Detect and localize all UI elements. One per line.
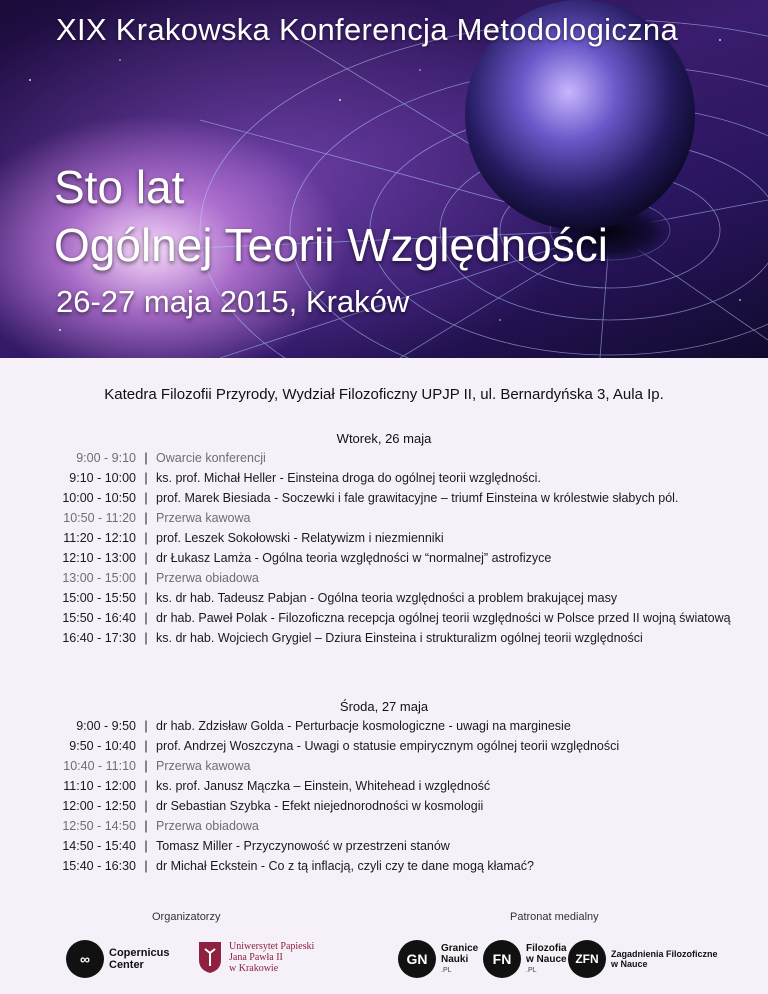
schedule-talk: ks. prof. Michał Heller - Einsteina droga do ogólnej teorii względności. — [156, 471, 541, 485]
schedule-row — [40, 739, 740, 754]
schedule-talk: ks. prof. Janusz Mączka – Einstein, Whitehead i względność — [156, 779, 491, 793]
schedule-separator: | — [144, 511, 148, 525]
schedule-row — [40, 839, 740, 854]
schedule-talk: dr Sebastian Szybka - Efekt niejednorodności w kosmologii — [156, 799, 484, 813]
schedule-separator: | — [144, 491, 148, 505]
schedule-talk: ks. dr hab. Wojciech Grygiel – Dziura Einsteina i strukturalizm ogólnej teorii względności — [156, 631, 643, 645]
schedule-time: 9:50 - 10:40 — [69, 739, 136, 753]
schedule-time: 10:50 - 11:20 — [63, 511, 136, 525]
schedule-separator: | — [144, 451, 148, 465]
schedule-row — [40, 471, 740, 486]
schedule-row — [40, 511, 740, 526]
schedule-separator: | — [144, 551, 148, 565]
gn-suffix: .PL — [441, 966, 452, 974]
schedule-break: Owarcie konferencji — [156, 451, 266, 465]
schedule-row — [40, 611, 740, 626]
schedule-talk: Tomasz Miller - Przyczynowość w przestrzeni stanów — [156, 839, 450, 853]
day-title-tuesday: Wtorek, 26 maja — [336, 431, 432, 446]
zagadnienia-filozoficzne-logo — [568, 940, 718, 978]
upjp-line1: Uniwersytet Papieski — [229, 940, 315, 952]
copernicus-line1: Copernicus — [109, 947, 170, 959]
fn-line1: Filozofia — [526, 942, 567, 954]
fn-line2: w Nauce — [526, 953, 567, 965]
schedule-separator: | — [144, 531, 148, 545]
schedule-tuesday — [40, 451, 740, 651]
schedule-talk: dr Łukasz Lamża - Ogólna teoria względności w “normalnej” astrofizyce — [156, 551, 552, 565]
schedule-break: Przerwa obiadowa — [156, 819, 259, 833]
schedule-break: Przerwa kawowa — [156, 759, 251, 773]
schedule-row — [40, 591, 740, 606]
schedule-time: 9:10 - 10:00 — [69, 471, 136, 485]
schedule-talk: prof. Leszek Sokołowski - Relatywizm i niezmienniki — [156, 531, 444, 545]
schedule-time: 9:00 - 9:10 — [76, 451, 136, 465]
schedule-row — [40, 719, 740, 734]
filozofia-w-nauce-logo — [483, 940, 567, 978]
conference-title: XIX Krakowska Konferencja Metodologiczna — [56, 12, 678, 47]
schedule-row — [40, 631, 740, 646]
schedule-time: 12:00 - 12:50 — [62, 799, 136, 813]
schedule-time: 12:10 - 13:00 — [62, 551, 136, 565]
schedule-time: 15:00 - 15:50 — [62, 591, 136, 605]
schedule-time: 12:50 - 14:50 — [62, 819, 136, 833]
schedule-time: 13:00 - 15:00 — [62, 571, 136, 585]
schedule-talk: dr Michał Eckstein - Co z tą inflacją, czyli czy te dane mogą kłamać? — [156, 859, 534, 873]
zfn-line2: w Nauce — [611, 959, 648, 969]
schedule-separator: | — [144, 759, 148, 773]
schedule-separator: | — [144, 839, 148, 853]
schedule-separator: | — [144, 471, 148, 485]
schedule-row — [40, 551, 740, 566]
schedule-row — [40, 491, 740, 506]
schedule-talk: prof. Marek Biesiada - Soczewki i fale grawitacyjne – triumf Einsteina w królestwie słabych pól. — [156, 491, 679, 505]
schedule-wednesday — [40, 719, 740, 879]
schedule-separator: | — [144, 859, 148, 873]
conference-subtitle-line2: Ogólnej Teorii Względności — [54, 219, 608, 271]
conference-dates: 26-27 maja 2015, Kraków — [56, 284, 410, 319]
upjp-line2: Jana Pawła II — [229, 951, 283, 963]
upjp-line3: w Krakowie — [229, 962, 279, 974]
schedule-talk: dr hab. Paweł Polak - Filozoficzna recepcja ogólnej teorii względności w Polsce przed II wojną światową — [156, 611, 731, 625]
university-crest-icon — [197, 940, 223, 974]
schedule-talk: prof. Andrzej Woszczyna - Uwagi o statusie empirycznym ogólnej teorii względności — [156, 739, 620, 753]
upjp-logo — [197, 940, 314, 974]
schedule-row — [40, 531, 740, 546]
gn-line2: Nauki — [441, 953, 469, 965]
schedule-time: 14:50 - 15:40 — [62, 839, 136, 853]
schedule-time: 9:00 - 9:50 — [76, 719, 136, 733]
schedule-break: Przerwa kawowa — [156, 511, 251, 525]
gn-line1: Granice — [441, 942, 479, 954]
schedule-time: 10:40 - 11:10 — [63, 759, 136, 773]
schedule-separator: | — [144, 611, 148, 625]
gn-badge-icon: GN — [398, 940, 436, 978]
schedule-time: 15:50 - 16:40 — [62, 611, 136, 625]
copernicus-line2: Center — [109, 959, 144, 971]
schedule-time: 15:40 - 16:30 — [62, 859, 136, 873]
schedule-separator: | — [144, 739, 148, 753]
schedule-row — [40, 819, 740, 834]
zfn-line1: Zagadnienia Filozoficzne — [611, 949, 718, 959]
schedule-time: 16:40 - 17:30 — [62, 631, 136, 645]
header-banner — [0, 0, 768, 358]
schedule-row — [40, 759, 740, 774]
schedule-row — [40, 799, 740, 814]
schedule-time: 11:10 - 12:00 — [63, 779, 136, 793]
fn-badge-icon: FN — [483, 940, 521, 978]
schedule-separator: | — [144, 631, 148, 645]
venue-line: Katedra Filozofii Przyrody, Wydział Filozoficzny UPJP II, ul. Bernardyńska 3, Aula Ip. — [104, 386, 664, 403]
schedule-talk: dr hab. Zdzisław Golda - Perturbacje kosmologiczne - uwagi na marginesie — [156, 719, 571, 733]
schedule-row — [40, 779, 740, 794]
zfn-badge-icon: ZFN — [568, 940, 606, 978]
media-patronage-label: Patronat medialny — [510, 911, 599, 923]
schedule-row — [40, 859, 740, 874]
schedule-separator: | — [144, 719, 148, 733]
schedule-separator: | — [144, 779, 148, 793]
schedule-time: 11:20 - 12:10 — [63, 531, 136, 545]
schedule-separator: | — [144, 819, 148, 833]
conference-subtitle-line1: Sto lat — [54, 161, 185, 213]
schedule-time: 10:00 - 10:50 — [62, 491, 136, 505]
schedule-row — [40, 571, 740, 586]
granice-nauki-logo — [398, 940, 478, 978]
schedule-break: Przerwa obiadowa — [156, 571, 259, 585]
organizers-label: Organizatorzy — [152, 911, 221, 923]
schedule-separator: | — [144, 799, 148, 813]
schedule-separator: | — [144, 571, 148, 585]
schedule-talk: ks. dr hab. Tadeusz Pabjan - Ogólna teoria względności a problem brakującej masy — [156, 591, 618, 605]
infinity-icon: ∞ — [66, 940, 104, 978]
schedule-separator: | — [144, 591, 148, 605]
fn-suffix: .PL — [526, 966, 537, 974]
schedule-row — [40, 451, 740, 466]
day-title-wednesday: Środa, 27 maja — [339, 699, 429, 714]
copernicus-center-logo — [66, 940, 170, 978]
